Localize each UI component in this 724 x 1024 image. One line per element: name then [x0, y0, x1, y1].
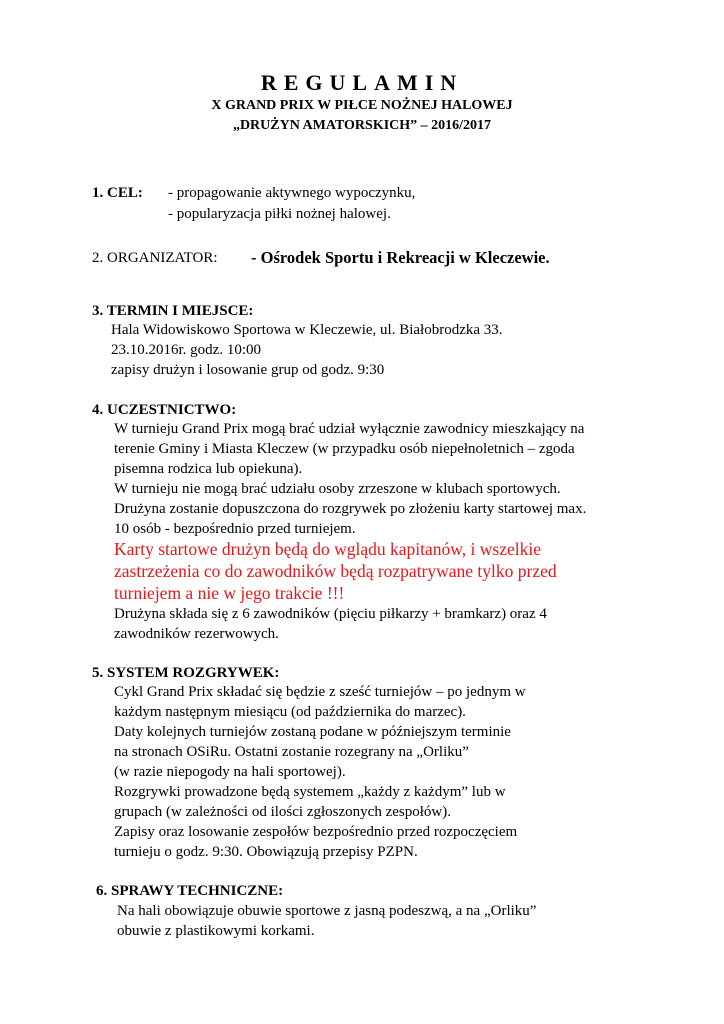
- system-line: grupach (w zależności od ilości zgłoszonych zespołów).: [114, 804, 451, 820]
- subtitle-line-1: X GRAND PRIX W PIŁCE NOŻNEJ HALOWEJ: [211, 98, 513, 113]
- section-system-heading: 5. SYSTEM ROZGRYWEK:: [92, 665, 280, 681]
- termin-line: zapisy drużyn i losowanie grup od godz. 9:30: [111, 362, 385, 378]
- uczestnictwo-line: pisemna rodzica lub opiekuna).: [114, 461, 303, 477]
- uczestnictwo-line: terenie Gminy i Miasta Kleczew (w przypadku osób niepełnoletnich – zgoda: [114, 441, 575, 457]
- section-sprawy-heading: 6. SPRAWY TECHNICZNE:: [96, 883, 284, 899]
- system-line: na stronach OSiRu. Ostatni zostanie rozegrany na „Orliku”: [114, 744, 469, 760]
- system-line: każdym następnym miesiącu (od października do marzec).: [114, 704, 466, 720]
- termin-line: 23.10.2016r. godz. 10:00: [111, 342, 261, 358]
- uczestnictwo-line: Drużyna zostanie dopuszczona do rozgrywek po złożeniu karty startowej max.: [114, 501, 587, 517]
- sprawy-line: obuwie z plastikowymi korkami.: [117, 923, 315, 939]
- section-cel-heading: 1. CEL:: [92, 185, 143, 201]
- system-line: (w razie niepogody na hali sportowej).: [114, 764, 346, 780]
- section-uczestnictwo-heading: 4. UCZESTNICTWO:: [92, 402, 237, 418]
- uczestnictwo-line: W turnieju nie mogą brać udziału osoby zrzeszone w klubach sportowych.: [114, 481, 561, 497]
- cel-item: - propagowanie aktywnego wypoczynku,: [168, 185, 416, 201]
- uczestnictwo-line: Drużyna składa się z 6 zawodników (pięciu piłkarzy + bramkarz) oraz 4: [114, 606, 547, 622]
- system-line: Rozgrywki prowadzone będą systemem „każdy z każdym” lub w: [114, 784, 506, 800]
- section-termin-heading: 3. TERMIN I MIEJSCE:: [92, 303, 254, 319]
- uczestnictwo-warning-line: Karty startowe drużyn będą do wglądu kapitanów, i wszelkie: [114, 539, 541, 559]
- organizator-value: - Ośrodek Sportu i Rekreacji w Kleczewie.: [251, 248, 550, 267]
- sprawy-line: Na hali obowiązuje obuwie sportowe z jasną podeszwą, a na „Orliku”: [117, 903, 537, 919]
- uczestnictwo-line: W turnieju Grand Prix mogą brać udział wyłącznie zawodnicy mieszkający na: [114, 421, 585, 437]
- cel-item: - popularyzacja piłki nożnej halowej.: [168, 206, 391, 222]
- uczestnictwo-line: 10 osób - bezpośrednio przed turniejem.: [114, 521, 356, 537]
- system-line: Daty kolejnych turniejów zostaną podane w późniejszym terminie: [114, 724, 511, 740]
- section-organizator-heading: 2. ORGANIZATOR:: [92, 250, 218, 266]
- uczestnictwo-warning-line: zastrzeżenia co do zawodników będą rozpatrywane tylko przed: [114, 561, 557, 581]
- system-line: Cykl Grand Prix składać się będzie z sześć turniejów – po jednym w: [114, 684, 526, 700]
- termin-line: Hala Widowiskowo Sportowa w Kleczewie, ul. Białobrodzka 33.: [111, 322, 503, 338]
- uczestnictwo-warning-line: turniejem a nie w jego trakcie !!!: [114, 583, 345, 603]
- system-line: Zapisy oraz losowanie zespołów bezpośrednio przed rozpoczęciem: [114, 824, 518, 840]
- subtitle-line-2: „DRUŻYN AMATORSKICH” – 2016/2017: [232, 118, 492, 133]
- uczestnictwo-line: zawodników rezerwowych.: [114, 626, 279, 642]
- system-line: turnieju o godz. 9:30. Obowiązują przepisy PZPN.: [114, 844, 418, 860]
- document-title: REGULAMIN: [260, 70, 464, 95]
